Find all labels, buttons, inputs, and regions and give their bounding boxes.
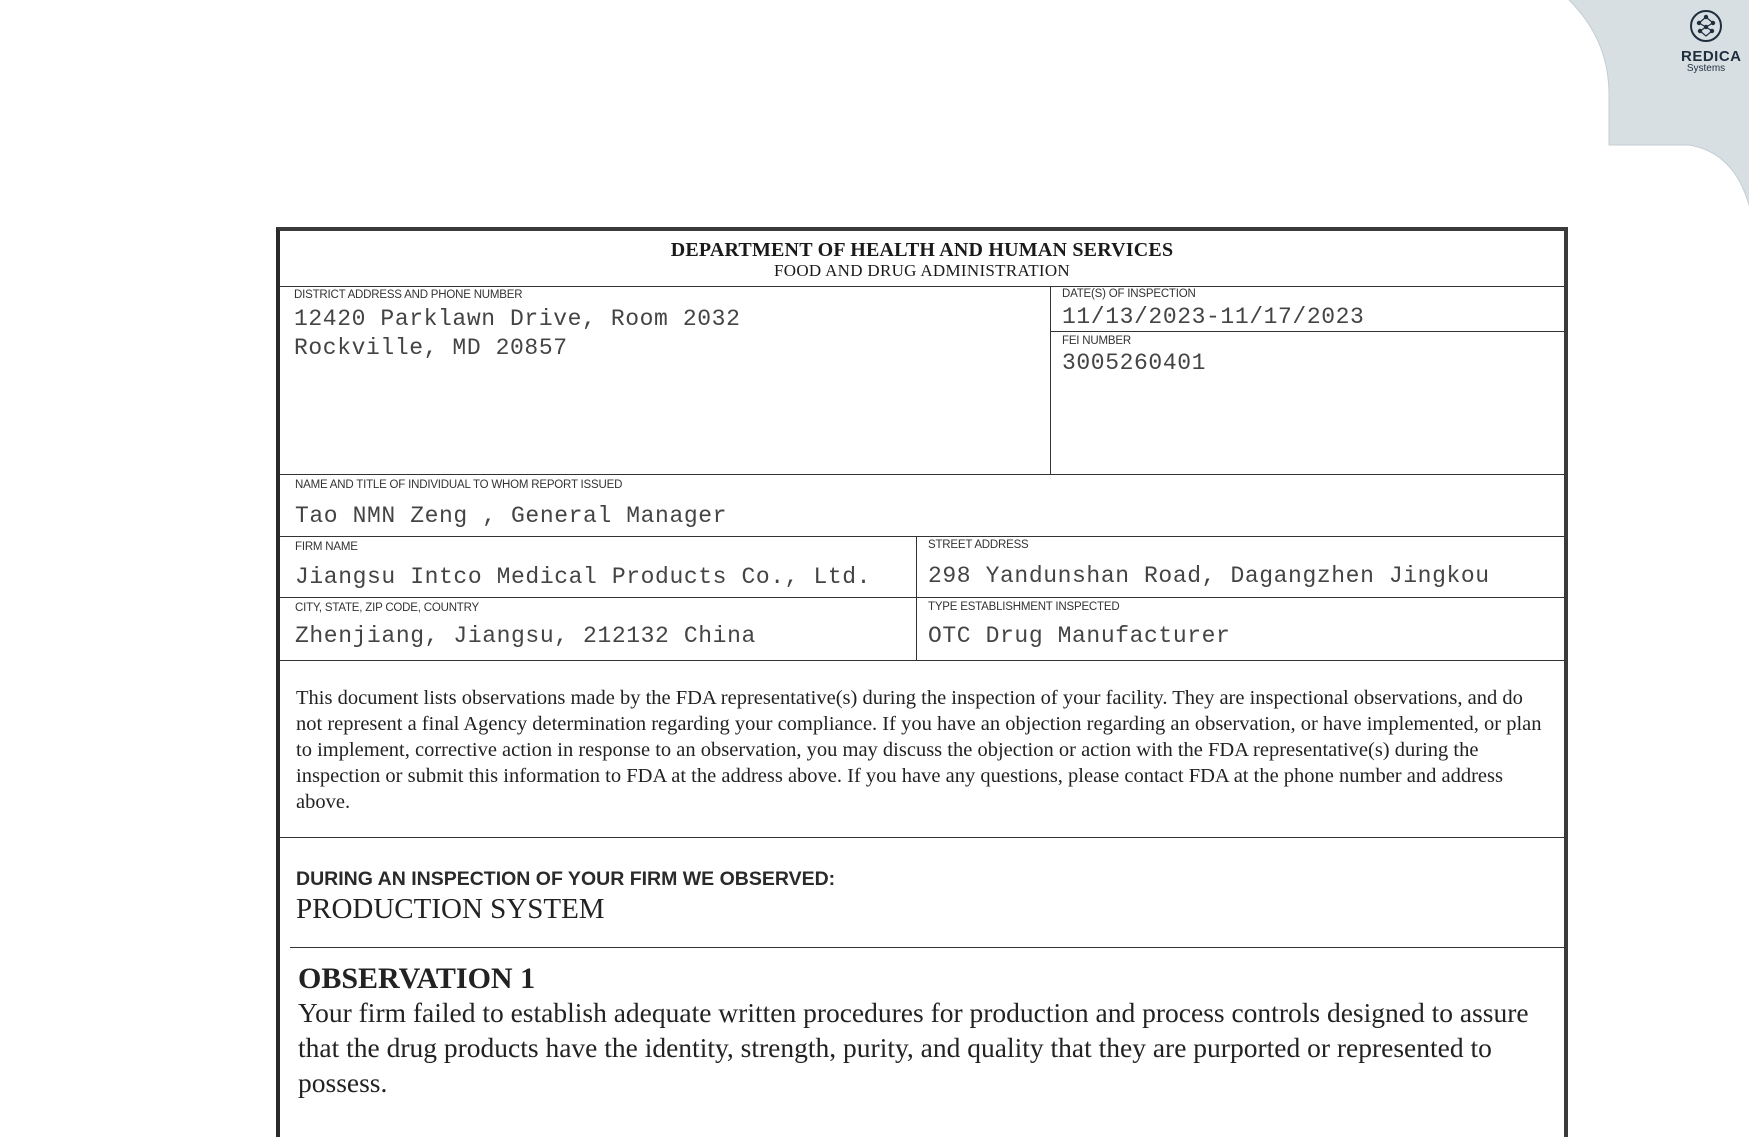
district-address-line1: 12420 Parklawn Drive, Room 2032 bbox=[294, 306, 741, 332]
department-heading: DEPARTMENT OF HEALTH AND HUMAN SERVICES bbox=[670, 239, 1174, 261]
fda-483-form bbox=[276, 227, 1568, 1137]
individual-label: NAME AND TITLE OF INDIVIDUAL TO WHOM REPORT ISSUED bbox=[295, 479, 623, 491]
system-name: PRODUCTION SYSTEM bbox=[296, 893, 605, 925]
logo-name: REDICA bbox=[1681, 48, 1742, 65]
firm-name-value: Jiangsu Intco Medical Products Co., Ltd. bbox=[295, 564, 872, 590]
establishment-type-label: TYPE ESTABLISHMENT INSPECTED bbox=[928, 601, 1120, 613]
divider bbox=[280, 660, 1564, 661]
agency-heading: FOOD AND DRUG ADMINISTRATION bbox=[774, 261, 1070, 280]
divider bbox=[280, 597, 1564, 598]
redica-corner-badge bbox=[1549, 0, 1749, 210]
establishment-type-value: OTC Drug Manufacturer bbox=[928, 623, 1231, 649]
observation-text: Your firm failed to establish adequate written procedures for production and process controls designed to assure that the drug products have the identity, strength, purity, and quality that they are purported or represented to possess. bbox=[298, 997, 1529, 1098]
divider bbox=[1050, 331, 1564, 332]
divider bbox=[280, 837, 1564, 838]
divider bbox=[290, 947, 1564, 948]
divider bbox=[1050, 286, 1051, 474]
observation-title: OBSERVATION 1 bbox=[298, 962, 536, 995]
divider bbox=[280, 536, 1564, 537]
inspection-dates-value: 11/13/2023-11/17/2023 bbox=[1062, 304, 1365, 330]
individual-value: Tao NMN Zeng , General Manager bbox=[295, 503, 728, 529]
divider bbox=[280, 474, 1564, 475]
street-address-label: STREET ADDRESS bbox=[928, 539, 1029, 551]
logo-subtitle: Systems bbox=[1686, 63, 1726, 74]
fei-value: 3005260401 bbox=[1062, 350, 1207, 376]
firm-name-label: FIRM NAME bbox=[295, 541, 358, 553]
inspection-notice: This document lists observations made by the FDA representative(s) during the inspection of your facility. They are inspectional observations, and do not represent a final Agency determination regarding your compliance. If you have an objection regarding an observation, or have implemented, or plan to implement, corrective action in response to an observation, you may discuss the objection or action with the FDA representative(s) during the inspection or submit this information to FDA at the address above. If you have any questions, please contact FDA at the phone number and address above. bbox=[296, 687, 1542, 813]
district-address-line2: Rockville, MD 20857 bbox=[294, 335, 568, 361]
fei-label: FEI NUMBER bbox=[1062, 335, 1131, 347]
city-value: Zhenjiang, Jiangsu, 212132 China bbox=[295, 623, 756, 649]
observed-heading: DURING AN INSPECTION OF YOUR FIRM WE OBSERVED: bbox=[296, 868, 836, 890]
inspection-dates-label: DATE(S) OF INSPECTION bbox=[1062, 288, 1196, 300]
district-label: DISTRICT ADDRESS AND PHONE NUMBER bbox=[294, 289, 523, 301]
street-address-value: 298 Yandunshan Road, Dagangzhen Jingkou bbox=[928, 563, 1490, 589]
city-label: CITY, STATE, ZIP CODE, COUNTRY bbox=[295, 602, 479, 614]
redica-logo bbox=[1681, 8, 1742, 74]
divider bbox=[280, 286, 1564, 287]
divider bbox=[916, 536, 917, 660]
redica-network-icon bbox=[1687, 8, 1725, 44]
